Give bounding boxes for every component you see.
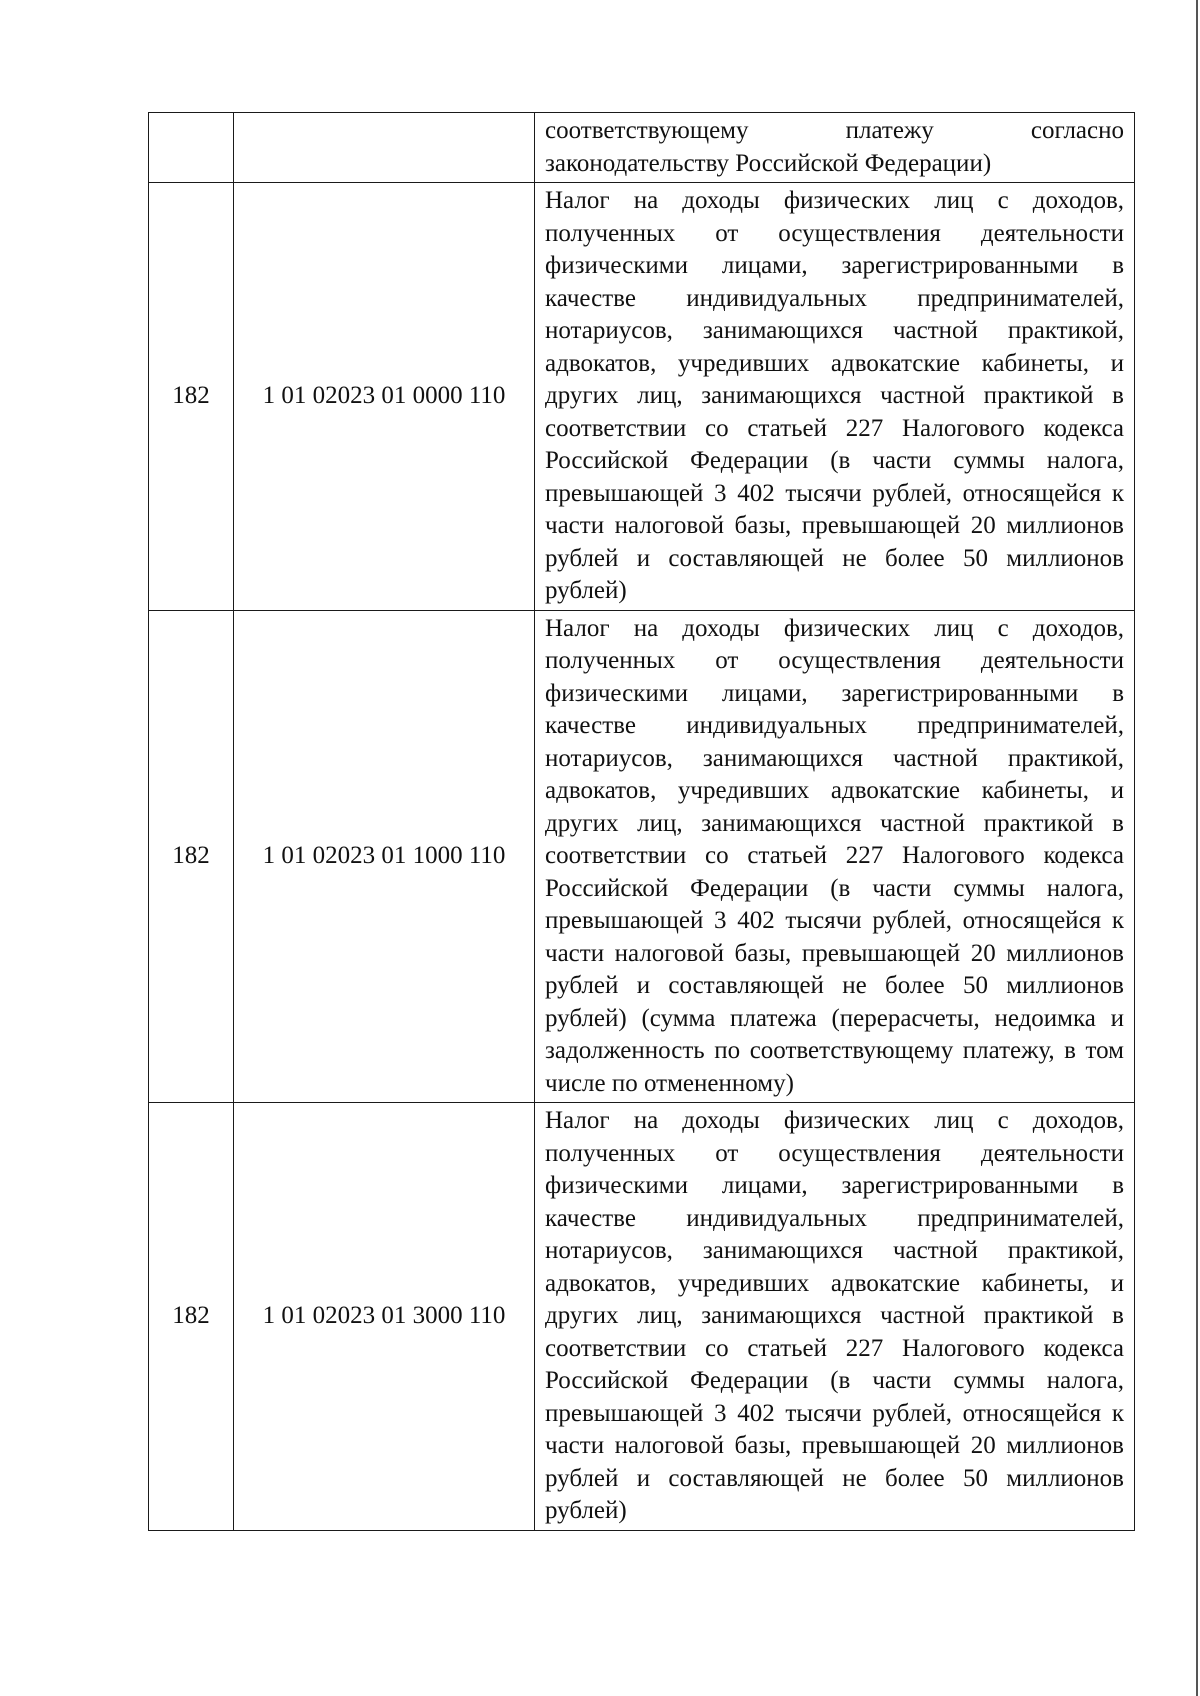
description-text: Налог на доходы физических лиц с доходов, полученных от осуществления деятельности физическими лицами, зарегистрированными в качестве индивидуальных предпринимателей, нотариусов, занимающихся частной практикой, адвокатов, учредивших адвокатские кабинеты, и других лиц, занимающихся частной практикой в соответствии со статьей 227 Налогового кодекса Российской Федерации (в части суммы налога, превышающей 3 402 тысячи рублей, относящейся к части налоговой базы, превышающей 20 миллионов рублей и составляющей не более 50 миллионов рублей): [545, 187, 1124, 604]
description-cell: [535, 610, 1135, 1103]
page-edge-line: [1196, 0, 1198, 1696]
kbk-code-cell: 1 01 02023 01 1000 110: [234, 610, 535, 1103]
table-row: [149, 1103, 1135, 1531]
admin-code-cell: 182: [149, 610, 234, 1103]
kbk-code-cell: [234, 113, 535, 183]
budget-codes-table: [148, 112, 1135, 1531]
admin-code-cell: 182: [149, 1103, 234, 1531]
table-row: [149, 113, 1135, 183]
description-text: соответствующему платежу согласно законодательству Российской Федерации): [545, 117, 1124, 177]
description-cell: [535, 113, 1135, 183]
description-cell: [535, 1103, 1135, 1531]
table-row: [149, 610, 1135, 1103]
table-row: [149, 183, 1135, 611]
kbk-code-cell: 1 01 02023 01 3000 110: [234, 1103, 535, 1531]
description-text: Налог на доходы физических лиц с доходов, полученных от осуществления деятельности физическими лицами, зарегистрированными в качестве индивидуальных предпринимателей, нотариусов, занимающихся частной практикой, адвокатов, учредивших адвокатские кабинеты, и других лиц, занимающихся частной практикой в соответствии со статьей 227 Налогового кодекса Российской Федерации (в части суммы налога, превышающей 3 402 тысячи рублей, относящейся к части налоговой базы, превышающей 20 миллионов рублей и составляющей не более 50 миллионов рублей): [545, 1107, 1124, 1524]
description-cell: [535, 183, 1135, 611]
admin-code-cell: [149, 113, 234, 183]
admin-code-cell: 182: [149, 183, 234, 611]
kbk-code-cell: 1 01 02023 01 0000 110: [234, 183, 535, 611]
description-text: Налог на доходы физических лиц с доходов, полученных от осуществления деятельности физическими лицами, зарегистрированными в качестве индивидуальных предпринимателей, нотариусов, занимающихся частной практикой, адвокатов, учредивших адвокатские кабинеты, и других лиц, занимающихся частной практикой в соответствии со статьей 227 Налогового кодекса Российской Федерации (в части суммы налога, превышающей 3 402 тысячи рублей, относящейся к части налоговой базы, превышающей 20 миллионов рублей и составляющей не более 50 миллионов рублей) (сумма платежа (перерасчеты, недоимка и задолженность по соответствующему платежу, в том числе по отмененному): [545, 614, 1124, 1097]
